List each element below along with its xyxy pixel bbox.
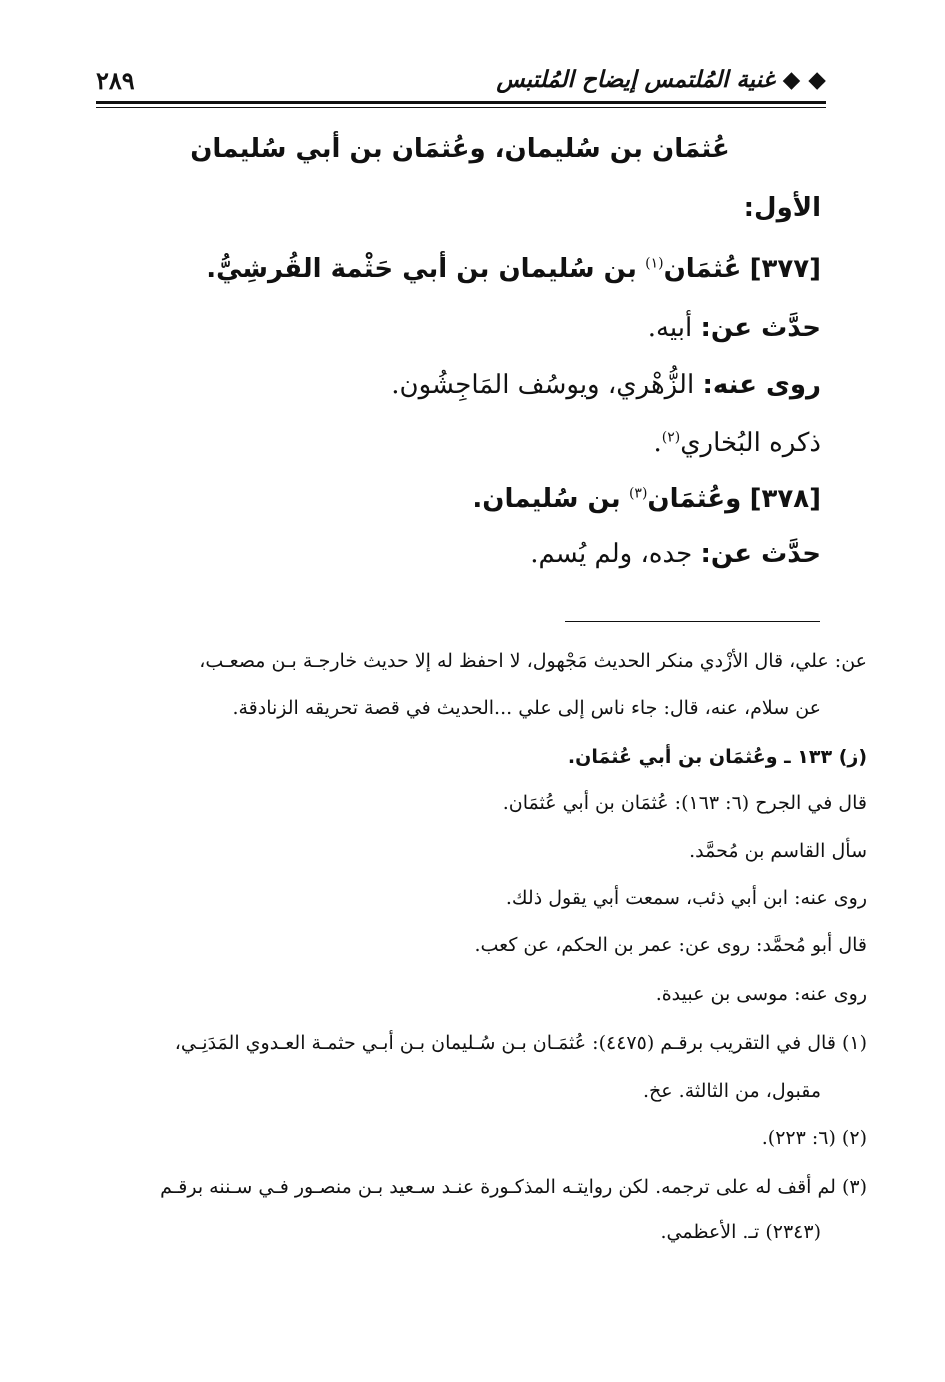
narrated-by-value: الزُّهْري، ويوسُف المَاجِشُون. xyxy=(391,370,695,400)
footnote-3: (٣) لم أقف له على ترجمه. لكن روايتـه المذكـورة عنـد سـعيد بـن منصـور فـي سـننه برقـم xyxy=(160,1176,867,1198)
footnote-separator xyxy=(565,621,820,622)
footnote-1-continuation: مقبول، من الثالثة. عخ. xyxy=(642,1080,821,1102)
entry-377-heard-from xyxy=(648,313,821,343)
narrated-by-label: روى عنه: xyxy=(702,370,821,400)
footnote-line: قال أبو مُحمَّد: روى عن: عمر بن الحكم، عن كعب. xyxy=(474,934,867,956)
heard-from-label: حدَّث عن: xyxy=(700,313,821,343)
entry-377-narrated-by xyxy=(391,370,821,400)
footnote-1: (١) قال في التقريب برقـم (٤٤٧٥): عُثمَـان بـن سُـليمان بـن أبـي حثمـة العـدوي المَدَنِـي، xyxy=(174,1032,867,1054)
entry-377-heading xyxy=(206,254,821,284)
entry-377-mention xyxy=(653,428,821,458)
entry-378-heard-from xyxy=(530,539,821,569)
mention-end: . xyxy=(653,428,662,458)
page-number: ٢٨٩ xyxy=(96,65,135,95)
footnote-ref-2: (٢) xyxy=(661,429,681,446)
footnote-line: روى عنه: ابن أبي ذئب، سمعت أبي يقول ذلك. xyxy=(505,887,867,909)
running-title: ◆ ◆ غنية المُلتمس إيضاح المُلتبس xyxy=(496,67,826,93)
header-rule-thin xyxy=(96,107,826,108)
footnote-line: (ز) ١٣٣ ـ وعُثمَان بن أبي عُثمَان. xyxy=(567,746,867,768)
entry-377-lineage: بن سُليمان بن أبي حَثْمة القُرشِيُّ. xyxy=(206,254,637,284)
footnote-line: سأل القاسم بن مُحمَّد. xyxy=(689,840,867,862)
heard-from-value-2: جده، ولم يُسم. xyxy=(530,539,693,569)
first-label: الأول: xyxy=(743,193,821,223)
footnote-ref-1: (١) xyxy=(645,255,664,272)
footnote-line: قال في الجرح (٦: ١٦٣): عُثمَان بن أبي عُثمَان. xyxy=(502,792,867,814)
entry-377-number: [٣٧٧] xyxy=(749,254,821,284)
footnote-line: روى عنه: موسى بن عبيدة. xyxy=(655,983,867,1005)
heard-from-label-2: حدَّث عن: xyxy=(700,539,821,569)
footnote-3-continuation: (٢٣٤٣) تـ. الأعظمي. xyxy=(660,1221,821,1243)
section-title: عُثمَان بن سُليمان، وعُثمَان بن أبي سُليمان xyxy=(190,134,730,164)
header-rule-thick xyxy=(96,101,826,104)
footnote-line: عن: علي، قال الأزْدي منكر الحديث مَجْهول، لا احفظ له إلا حديث خارجـة بـن مصعـب، xyxy=(199,650,867,672)
footnote-line: عن سلام، عنه، قال: جاء ناس إلى علي ...الحديث في قصة تحريقه الزنادقة. xyxy=(232,697,821,719)
entry-378-name: وعُثمَان xyxy=(647,484,742,514)
entry-378-heading xyxy=(472,484,821,514)
entry-377-name: عُثمَان xyxy=(663,254,742,284)
first-label-line xyxy=(744,193,821,223)
page-header xyxy=(96,62,826,98)
heard-from-value: أبيه. xyxy=(647,313,693,343)
footnote-ref-3: (٣) xyxy=(628,485,648,502)
entry-378-lineage: بن سُليمان. xyxy=(472,484,621,514)
mention-text: ذكره البُخاري xyxy=(680,428,821,458)
entry-378-number: [٣٧٨] xyxy=(749,484,821,514)
footnote-2: (٢) (٦: ٢٢٣). xyxy=(761,1127,867,1149)
